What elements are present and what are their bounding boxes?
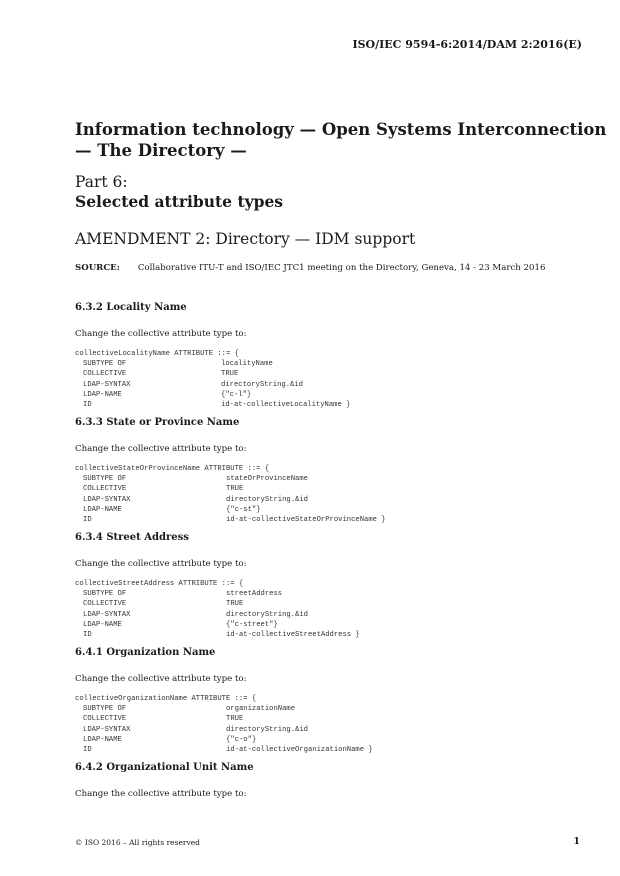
code-value: {"c-o"}	[226, 735, 257, 744]
code-value: directoryString.&id	[226, 725, 308, 734]
code-key: COLLECTIVE	[83, 715, 127, 724]
code-key: LDAP-SYNTAX	[83, 380, 131, 389]
title-line-2: — The Directory —	[75, 141, 247, 160]
code-key: LDAP-NAME	[83, 620, 122, 629]
code-block	[75, 464, 495, 525]
code-key: LDAP-NAME	[83, 505, 122, 514]
code-key: LDAP-SYNTAX	[83, 610, 131, 619]
code-line: collectiveStreetAddress ATTRIBUTE ::= {	[75, 580, 244, 588]
code-value: TRUE	[221, 370, 239, 379]
code-key: ID	[83, 400, 92, 409]
code-key: LDAP-SYNTAX	[83, 725, 131, 734]
code-value: {"c-l"}	[221, 390, 252, 399]
code-value: {"c-street"}	[226, 620, 278, 629]
code-value: id-at-collectiveStreetAddress }	[226, 630, 360, 639]
section-text: Change the collective attribute type to:	[75, 674, 247, 684]
code-key: COLLECTIVE	[83, 370, 127, 379]
code-value: id-at-collectiveOrganizationName }	[226, 745, 373, 754]
code-key: SUBTYPE OF	[83, 360, 127, 369]
code-key: LDAP-SYNTAX	[83, 495, 131, 504]
code-line: collectiveLocalityName ATTRIBUTE ::= {	[75, 350, 239, 358]
section-heading: 6.3.3 State or Province Name	[75, 417, 240, 428]
code-value: id-at-collectiveLocalityName }	[221, 400, 351, 409]
source-text: Collaborative ITU-T and ISO/IEC JTC1 meeting on the Directory, Geneva, 14 - 23 March 2016	[137, 263, 546, 273]
code-value: TRUE	[226, 715, 244, 724]
code-key: ID	[83, 630, 92, 639]
code-value: directoryString.&id	[226, 610, 308, 619]
code-line: collectiveOrganizationName ATTRIBUTE ::= {	[75, 695, 257, 703]
code-value: directoryString.&id	[226, 495, 308, 504]
copyright-footer: © ISO 2016 – All rights reserved	[75, 838, 200, 847]
source-note	[75, 262, 595, 274]
part-title	[75, 172, 283, 212]
code-key: COLLECTIVE	[83, 485, 127, 494]
code-value: TRUE	[226, 485, 244, 494]
code-value: localityName	[221, 360, 273, 369]
section-heading: 6.4.2 Organizational Unit Name	[75, 762, 254, 773]
code-key: SUBTYPE OF	[83, 475, 127, 484]
code-block	[75, 579, 495, 640]
code-key: ID	[83, 515, 92, 524]
code-value: TRUE	[226, 600, 244, 609]
section-text: Change the collective attribute type to:	[75, 789, 247, 799]
section-text: Change the collective attribute type to:	[75, 329, 247, 339]
code-key: SUBTYPE OF	[83, 590, 127, 599]
code-value: {"c-st"}	[226, 505, 261, 514]
code-value: streetAddress	[226, 590, 283, 599]
section-text: Change the collective attribute type to:	[75, 559, 247, 569]
code-value: stateOrProvinceName	[226, 475, 308, 484]
code-key: ID	[83, 745, 92, 754]
page-number: 1	[573, 836, 580, 847]
section-text: Change the collective attribute type to:	[75, 444, 247, 454]
code-key: SUBTYPE OF	[83, 705, 127, 714]
section-heading: 6.3.2 Locality Name	[75, 302, 187, 313]
code-value: id-at-collectiveStateOrProvinceName }	[226, 515, 386, 524]
section-heading: 6.4.1 Organization Name	[75, 647, 216, 658]
code-block	[75, 694, 495, 755]
code-line: collectiveStateOrProvinceName ATTRIBUTE ::= {	[75, 465, 270, 473]
source-label: SOURCE:	[75, 263, 120, 273]
code-value: organizationName	[226, 705, 296, 714]
code-key: COLLECTIVE	[83, 600, 127, 609]
part-label: Part 6:	[75, 173, 128, 191]
code-block	[75, 349, 495, 410]
code-key: LDAP-NAME	[83, 735, 122, 744]
part-name: Selected attribute types	[75, 192, 284, 211]
section-heading: 6.3.4 Street Address	[75, 532, 189, 543]
code-key: LDAP-NAME	[83, 390, 122, 399]
title-line-1: Information technology — Open Systems Interconnection	[75, 120, 607, 139]
document-title	[75, 119, 606, 161]
code-value: directoryString.&id	[221, 380, 303, 389]
document-header: ISO/IEC 9594-6:2014/DAM 2:2016(E)	[352, 38, 582, 51]
amendment-title: AMENDMENT 2: Directory — IDM support	[75, 230, 416, 248]
